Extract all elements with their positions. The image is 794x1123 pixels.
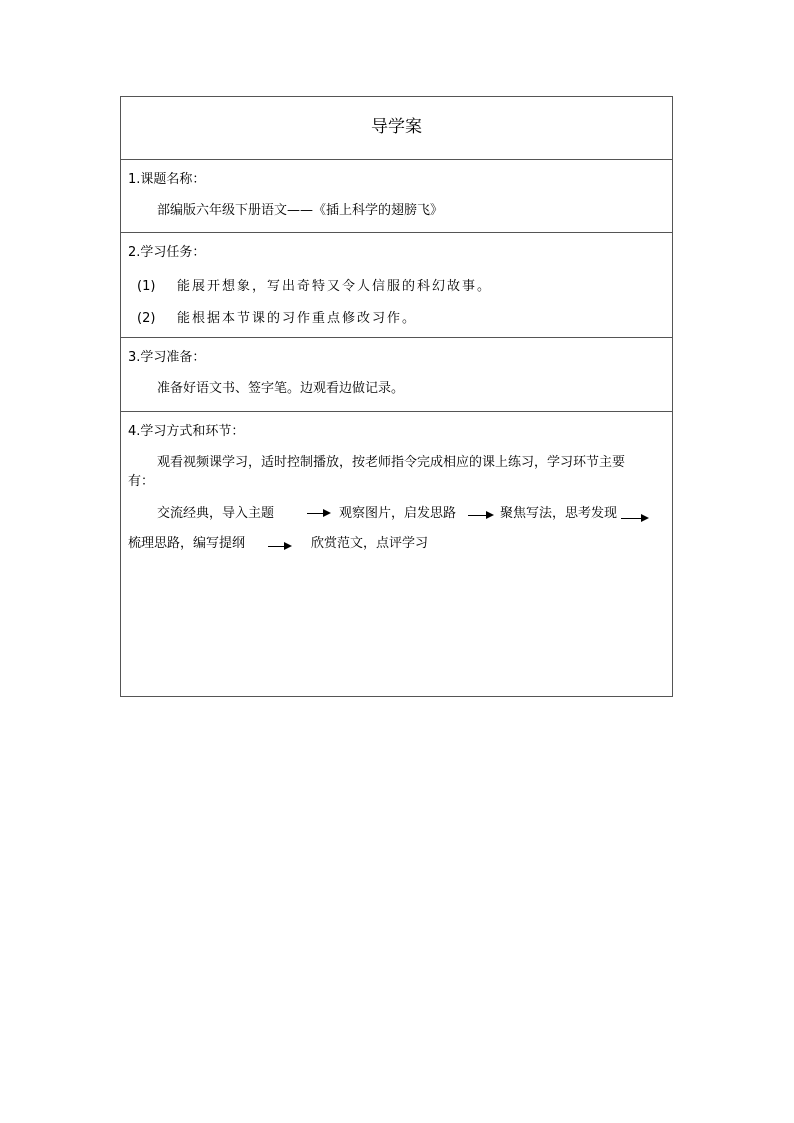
section-method-intro-cont: 有： xyxy=(128,474,155,489)
section-topic-content: 部编版六年级下册语文——《插上科学的翅膀飞》 xyxy=(157,203,444,218)
section-preparation-content: 准备好语文书、签字笔。边观看边做记录。 xyxy=(157,381,405,396)
step-label: 聚焦写法，思考发现 xyxy=(500,506,618,521)
step-label: 梳理思路，编写提纲 xyxy=(128,536,246,551)
section-method-intro: 观看视频课学习，适时控制播放，按老师指令完成相应的课上练习，学习环节主要 xyxy=(157,455,626,470)
arrow-icon xyxy=(268,546,290,547)
step-label: 欣赏范文，点评学习 xyxy=(311,536,429,551)
task-text: 能根据本节课的习作重点修改习作。 xyxy=(177,311,418,326)
section-topic-heading: 1.课题名称： xyxy=(128,172,206,187)
section-topic xyxy=(121,160,672,233)
task-text: 能展开想象，写出奇特又令人信服的科幻故事。 xyxy=(177,279,493,294)
study-guide-table xyxy=(120,96,673,697)
section-preparation xyxy=(121,338,672,412)
arrow-icon xyxy=(468,515,492,516)
section-preparation-heading: 3.学习准备： xyxy=(128,350,206,365)
section-tasks-heading: 2.学习任务： xyxy=(128,245,206,260)
section-method-heading: 4.学习方式和环节： xyxy=(128,424,245,439)
title-row xyxy=(121,97,672,160)
arrow-icon xyxy=(307,513,329,514)
task-number: (2) xyxy=(137,311,156,326)
task-number: (1) xyxy=(137,279,156,294)
arrow-icon xyxy=(621,518,647,519)
step-label: 观察图片，启发思路 xyxy=(339,506,457,521)
step-label: 交流经典，导入主题 xyxy=(157,506,275,521)
page-title: 导学案 xyxy=(371,117,422,137)
section-tasks xyxy=(121,233,672,338)
section-method xyxy=(121,412,672,698)
